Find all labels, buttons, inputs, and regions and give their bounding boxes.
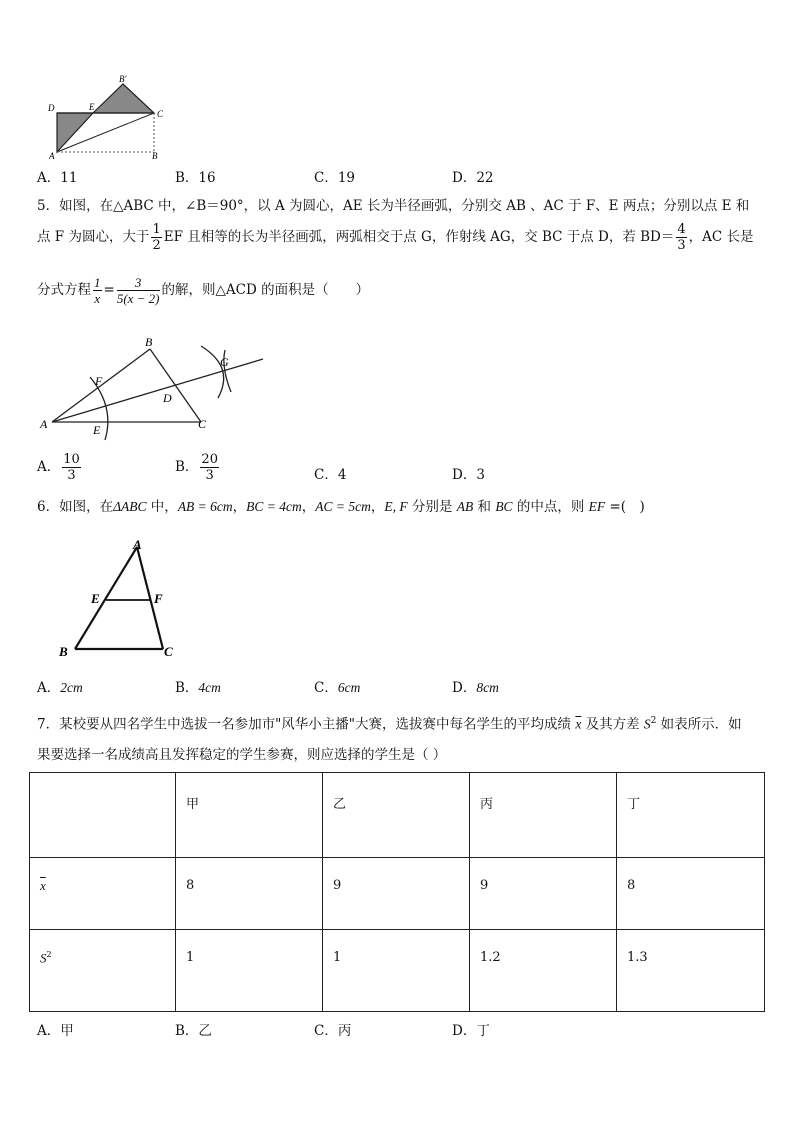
q5-text-line3 — [37, 275, 369, 306]
triangle-abc: ΔABC — [113, 499, 147, 514]
frac-numerator: 1 — [152, 222, 161, 237]
table-cell: 1.3 — [617, 930, 765, 1012]
fraction-one-half — [151, 222, 161, 253]
frac-numerator: 10 — [63, 452, 80, 467]
label-d: D — [163, 391, 172, 405]
label-a: A — [49, 151, 55, 161]
q6-text — [37, 497, 645, 517]
label-b: B — [152, 151, 158, 161]
q7-text-line2: 果要选择一名成绩高且发挥稳定的学生参赛，则应选择的学生是（ ） — [37, 747, 447, 763]
q5-line2-post: ，AC 长是 — [688, 229, 754, 245]
table-header-cell: 甲 — [176, 773, 323, 858]
equals-sign: = — [103, 282, 115, 298]
q6-prefix: 6．如图，在 — [37, 499, 114, 515]
frac-denominator: 3 — [205, 468, 214, 483]
label-c: C — [198, 417, 207, 431]
option-fraction — [62, 452, 81, 483]
q5-line2-pre: 点 F 为圆心，大于 — [37, 229, 150, 245]
q7-line1-c: 如表所示．如 — [656, 716, 742, 733]
superscript: 2 — [46, 950, 52, 959]
option-letter: B． — [175, 459, 199, 475]
q7-option-a[interactable]: A．甲 — [37, 1023, 74, 1039]
frac-denominator: x — [94, 291, 101, 306]
q5-option-c[interactable]: C．4 — [314, 467, 347, 483]
label-d: D — [48, 103, 55, 113]
label-a: A — [40, 417, 48, 431]
table-cell: 1 — [176, 930, 323, 1012]
segment-ab: AB — [456, 499, 474, 514]
q5-option-d[interactable]: D．3 — [452, 467, 485, 483]
row-label-variance — [30, 930, 176, 1012]
label-e: E — [93, 423, 101, 437]
segment-ef: EF — [588, 499, 606, 514]
q5-line3-post: 的解，则△ACD 的面积是（ ） — [161, 282, 370, 298]
frac-numerator: 4 — [677, 222, 686, 237]
frac-denominator: 3 — [677, 238, 686, 253]
q5-text-line1: 5．如图，在△ABC 中，∠B＝90°，以 A 为圆心，AE 长为半径画弧，分别交 AB 、AC 于 F、E 两点；分别以点 E 和 — [37, 198, 750, 214]
x-bar-symbol: $\overline{x}$ — [575, 716, 582, 732]
label-b-prime: B' — [119, 75, 127, 84]
ab-length: AB = 6cm — [177, 499, 233, 514]
q7-line1-a: 7．某校要从四名学生中选拔一名参加市"风华小主播"大赛，选拔赛中每名学生的平均成绩 — [37, 716, 576, 733]
table-cell: 1.2 — [470, 930, 617, 1012]
option-letter: A． — [37, 459, 61, 475]
table-cell: 8 — [617, 858, 765, 930]
option-value: 6cm — [337, 680, 361, 695]
q6-mid2: 和 — [473, 499, 496, 515]
q5-option-b[interactable] — [175, 452, 221, 483]
q6-in: 中， — [146, 499, 178, 515]
q6-mid3: 的中点，则 — [512, 499, 589, 515]
q4-figure — [45, 75, 170, 165]
fraction-rhs — [117, 275, 160, 306]
option-letter: D． — [452, 680, 477, 696]
q4-option-c[interactable]: C．19 — [314, 170, 356, 186]
separator: ， — [232, 499, 247, 515]
q7-line1-b: 及其方差 — [581, 716, 644, 733]
table-header-cell — [30, 773, 176, 858]
q5-line2-mid: EF 且相等的长为半径画弧，两弧相交于点 G，作射线 AG，交 BC 于点 D，若 BD＝ — [163, 229, 675, 245]
label-c: C — [164, 644, 173, 659]
q6-option-b[interactable] — [175, 676, 221, 696]
label-c: C — [157, 109, 164, 119]
separator: ， — [370, 499, 385, 515]
option-value: 4cm — [198, 680, 221, 695]
q6-tail: =( ) — [605, 499, 645, 515]
frac-denominator: 2 — [152, 238, 161, 253]
option-value: 2cm — [60, 680, 83, 695]
table-row-variance — [30, 930, 765, 1012]
superscript: 2 — [650, 716, 657, 726]
frac-denominator: 5(x − 2) — [116, 291, 160, 306]
q5-text-line2 — [37, 222, 754, 253]
q6-figure — [55, 537, 185, 662]
x-bar-symbol: $\overline{x}$ — [40, 878, 46, 893]
stats-table — [29, 772, 765, 1012]
table-cell: 8 — [176, 858, 323, 930]
points-ef: E, F — [384, 499, 408, 514]
q6-option-d[interactable] — [452, 676, 499, 696]
q5-option-a[interactable] — [37, 452, 83, 483]
label-e: E — [89, 102, 95, 112]
label-b: B — [59, 644, 68, 659]
option-letter: B． — [175, 680, 199, 696]
q5-figure — [35, 332, 270, 442]
option-letter: C． — [314, 680, 338, 696]
table-row-mean — [30, 858, 765, 930]
label-a: A — [133, 537, 142, 552]
option-value: 8cm — [476, 680, 499, 695]
q5-line3-pre: 分式方程 — [37, 282, 91, 298]
separator: ， — [301, 499, 316, 515]
frac-denominator: 3 — [67, 468, 76, 483]
option-fraction — [200, 452, 219, 483]
q6-option-c[interactable] — [314, 676, 360, 696]
frac-numerator: 3 — [117, 275, 160, 291]
table-header-cell: 乙 — [323, 773, 470, 858]
fraction-bd — [676, 222, 686, 253]
q4-option-d[interactable]: D．22 — [452, 170, 494, 186]
q7-option-b[interactable]: B．乙 — [175, 1023, 212, 1039]
frac-numerator: 20 — [201, 452, 218, 467]
q7-option-c[interactable]: C．丙 — [314, 1023, 352, 1039]
q4-option-a[interactable]: A．11 — [37, 170, 78, 186]
q4-option-b[interactable]: B．16 — [175, 170, 216, 186]
q6-option-a[interactable] — [37, 676, 83, 696]
label-b: B — [145, 335, 153, 349]
q7-option-d[interactable]: D．丁 — [452, 1023, 490, 1039]
s-symbol: S — [40, 950, 47, 966]
option-letter: A． — [37, 680, 61, 696]
bc-length: BC = 4cm — [246, 499, 302, 514]
s-squared-symbol: S — [643, 716, 651, 732]
table-cell: 1 — [323, 930, 470, 1012]
segment-bc: BC — [495, 499, 513, 514]
q6-mid1: 分别是 — [407, 499, 457, 515]
label-f: F — [154, 591, 163, 606]
fraction-one-over-x — [93, 275, 102, 306]
table-header-row — [30, 773, 765, 858]
label-e: E — [91, 591, 100, 606]
table-cell: 9 — [323, 858, 470, 930]
table-header-cell: 丙 — [470, 773, 617, 858]
frac-numerator: 1 — [94, 275, 101, 290]
label-f: F — [95, 374, 103, 388]
ac-length: AC = 5cm — [315, 499, 371, 514]
table-header-cell: 丁 — [617, 773, 765, 858]
q7-text-line1 — [37, 711, 742, 735]
table-cell: 9 — [470, 858, 617, 930]
row-label-mean — [30, 858, 176, 930]
label-g: G — [220, 355, 229, 369]
